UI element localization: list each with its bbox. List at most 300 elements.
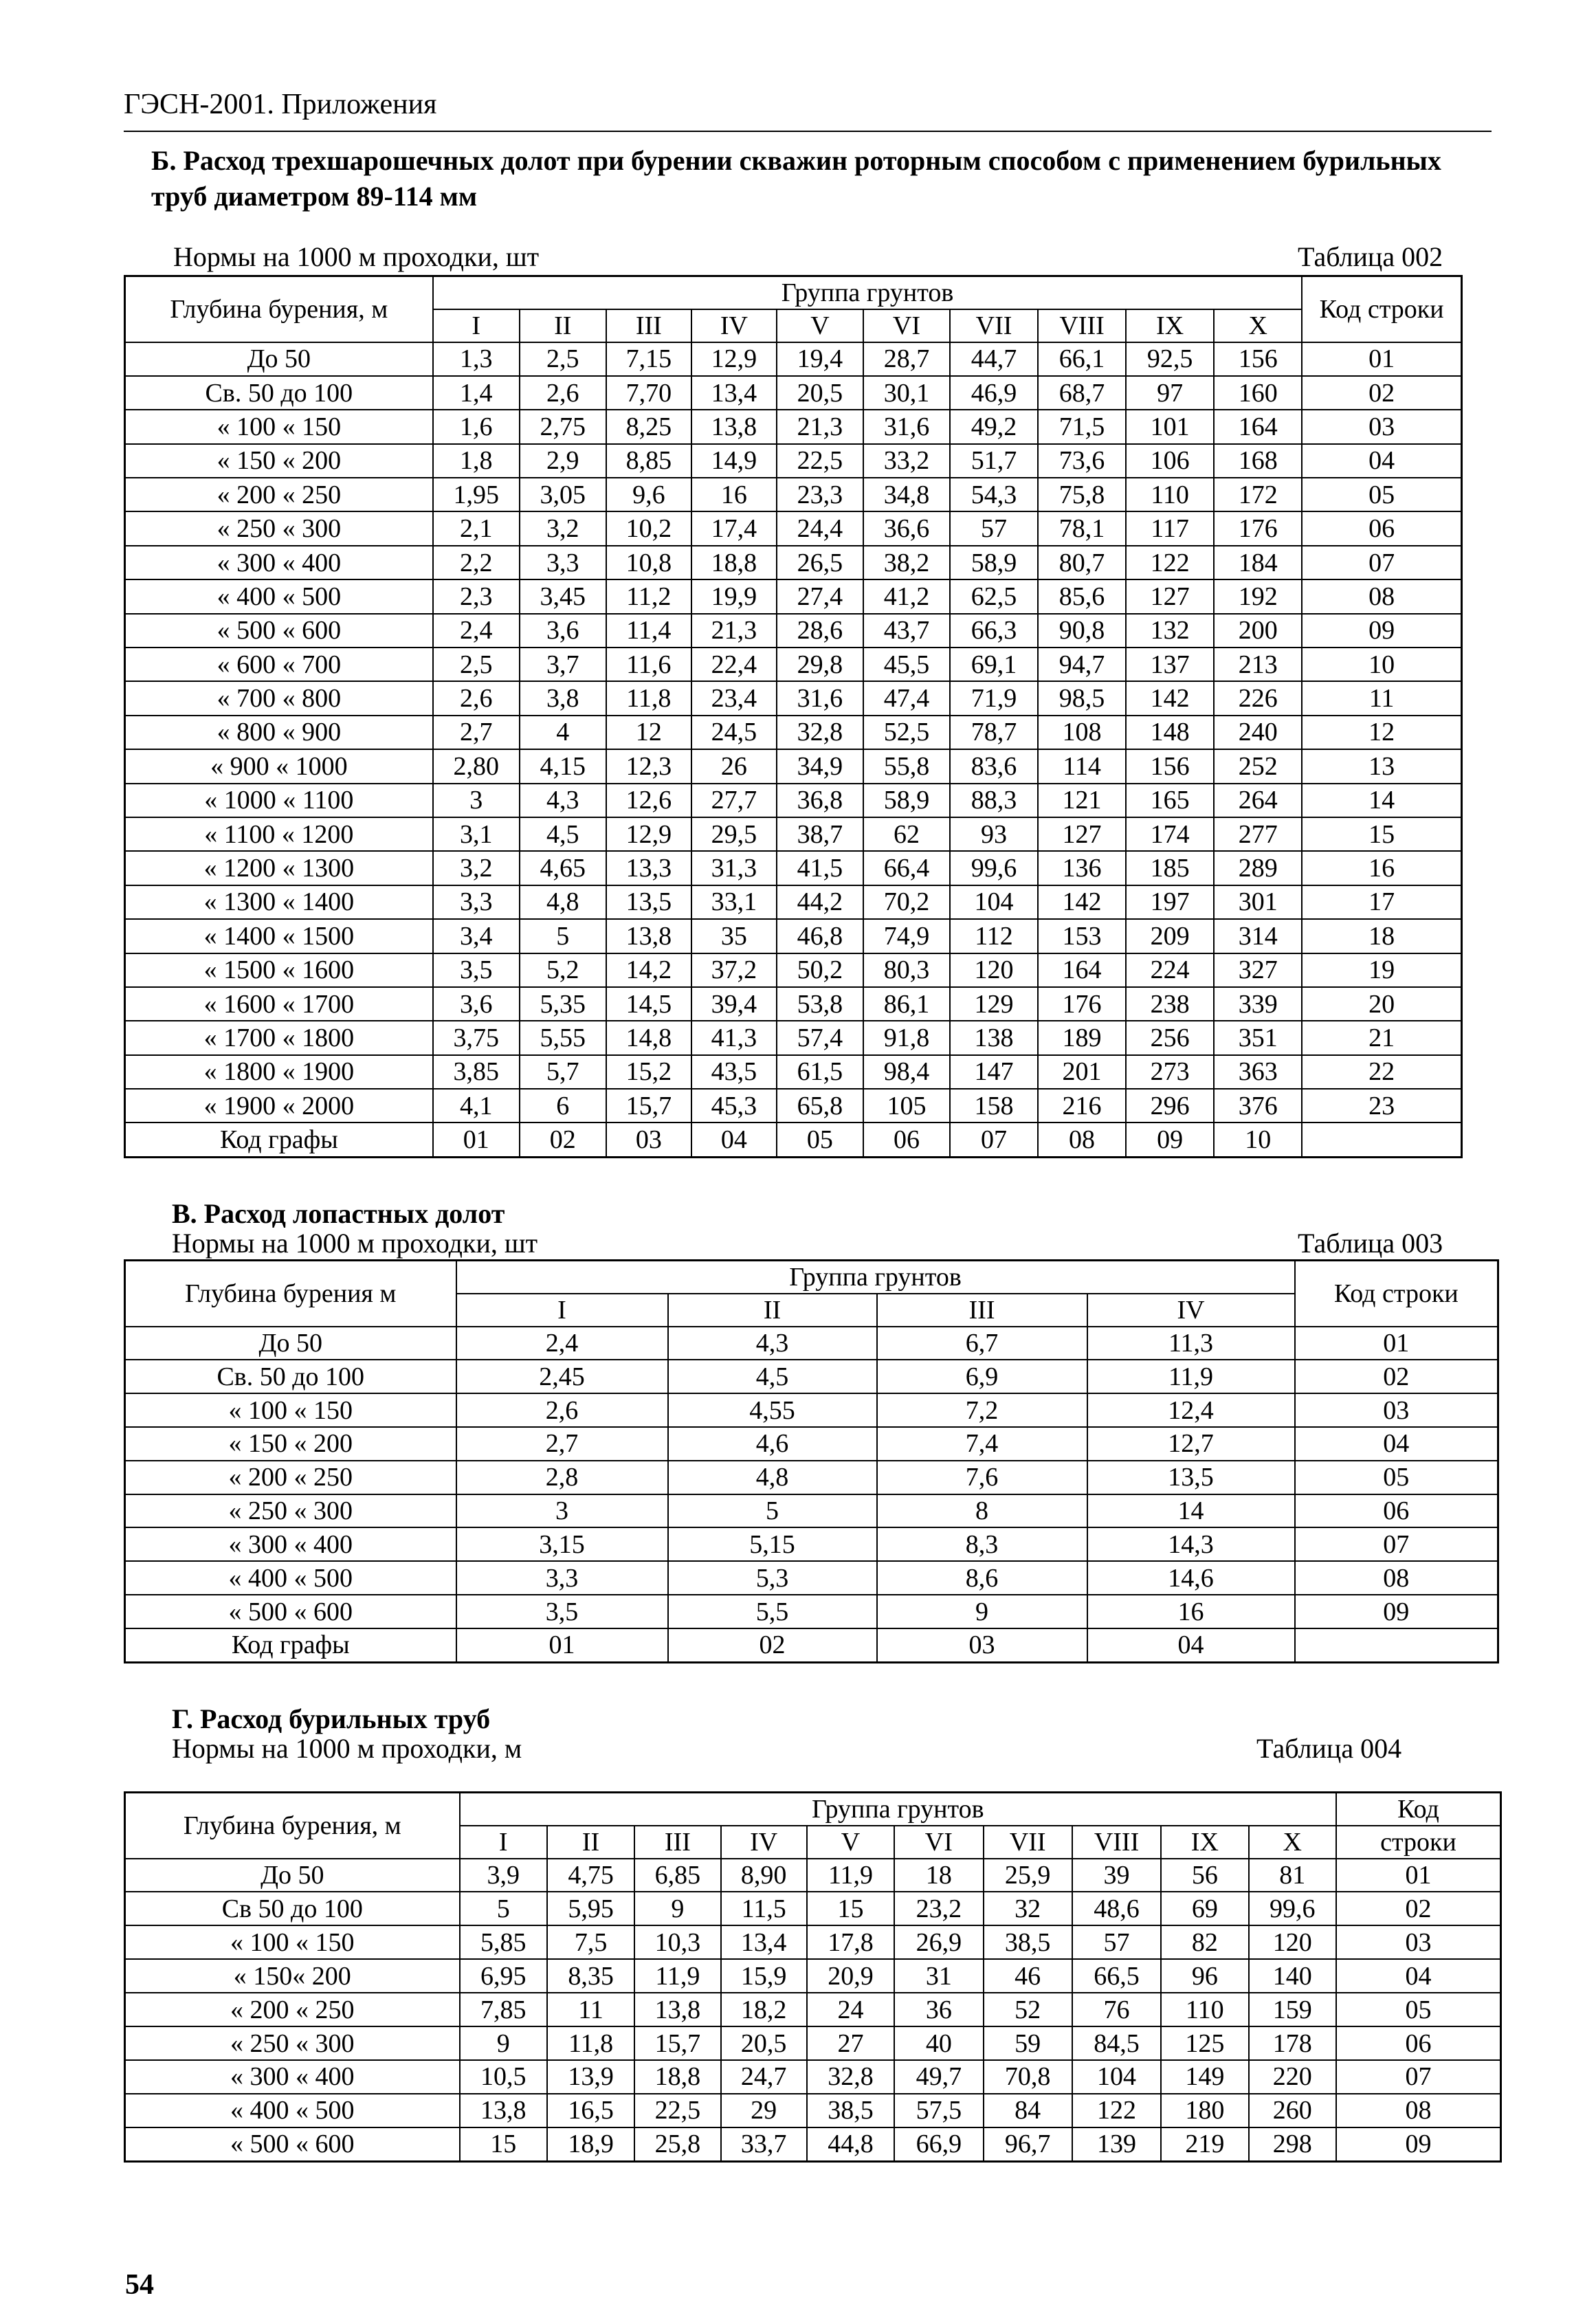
value-cell: 11,9 xyxy=(1087,1360,1295,1393)
value-cell: 3,4 xyxy=(433,919,520,953)
code-cell: 18 xyxy=(1302,919,1461,953)
value-cell: 45,3 xyxy=(691,1089,777,1123)
table-row xyxy=(125,511,1462,545)
value-cell: 3,6 xyxy=(433,987,520,1021)
value-cell: 96,7 xyxy=(984,2127,1072,2162)
table-row xyxy=(125,1925,1501,1959)
column-code-cell: 02 xyxy=(668,1628,877,1663)
code-cell: 08 xyxy=(1302,579,1461,613)
column-code-cell: 01 xyxy=(456,1628,668,1663)
value-cell: 34,9 xyxy=(777,749,863,783)
value-cell: 3,2 xyxy=(520,511,606,545)
depth-cell: « 500 « 600 xyxy=(125,1595,456,1628)
value-cell: 2,80 xyxy=(433,749,520,783)
group-col-header: V xyxy=(777,309,863,342)
depth-cell: До 50 xyxy=(125,1859,460,1892)
value-cell: 8,25 xyxy=(606,410,691,443)
value-cell: 99,6 xyxy=(950,851,1038,885)
value-cell: 7,2 xyxy=(877,1393,1087,1427)
value-cell: 1,8 xyxy=(433,444,520,478)
value-cell: 12,9 xyxy=(691,342,777,376)
value-cell: 69 xyxy=(1161,1892,1248,1925)
value-cell: 15 xyxy=(460,2127,547,2162)
group-col-header: IV xyxy=(691,309,777,342)
value-cell: 3,2 xyxy=(433,851,520,885)
code-header: Код xyxy=(1336,1793,1501,1826)
code-cell: 02 xyxy=(1302,376,1461,410)
value-cell: 38,5 xyxy=(807,2094,894,2127)
table-row xyxy=(125,851,1462,885)
value-cell: 82 xyxy=(1161,1925,1248,1959)
value-cell: 11 xyxy=(547,1993,634,2026)
value-cell: 4,8 xyxy=(668,1461,877,1494)
depth-cell: « 500 « 600 xyxy=(125,2127,460,2162)
value-cell: 219 xyxy=(1161,2127,1248,2162)
value-cell: 11,2 xyxy=(606,579,691,613)
depth-cell: « 800 « 900 xyxy=(125,716,433,749)
value-cell: 139 xyxy=(1072,2127,1161,2162)
depth-cell: « 1200 « 1300 xyxy=(125,851,433,885)
table-row xyxy=(125,919,1462,953)
value-cell: 36,8 xyxy=(777,784,863,817)
table-row xyxy=(125,546,1462,579)
code-cell: 10 xyxy=(1302,648,1461,681)
value-cell: 3,1 xyxy=(433,817,520,851)
value-cell: 10,2 xyxy=(606,511,691,545)
value-cell: 3,8 xyxy=(520,681,606,715)
group-header: Группа грунтов xyxy=(433,276,1303,309)
value-cell: 29 xyxy=(721,2094,807,2127)
value-cell: 5,2 xyxy=(520,953,606,987)
code-header: Код строки xyxy=(1295,1261,1498,1327)
value-cell: 78,7 xyxy=(950,716,1038,749)
value-cell: 2,75 xyxy=(520,410,606,443)
value-cell: 252 xyxy=(1214,749,1302,783)
group-col-header: IV xyxy=(1087,1294,1295,1327)
value-cell: 4,65 xyxy=(520,851,606,885)
value-cell: 71,5 xyxy=(1038,410,1126,443)
table-row xyxy=(125,2127,1501,2162)
value-cell: 197 xyxy=(1126,885,1214,919)
value-cell: 29,8 xyxy=(777,648,863,681)
table-row xyxy=(125,784,1462,817)
code-cell: 11 xyxy=(1302,681,1461,715)
code-cell: 03 xyxy=(1302,410,1461,443)
value-cell: 44,7 xyxy=(950,342,1038,376)
value-cell: 49,2 xyxy=(950,410,1038,443)
value-cell: 45,5 xyxy=(863,648,950,681)
table-row xyxy=(125,1393,1498,1427)
table-row xyxy=(125,2094,1501,2127)
column-code-cell: 02 xyxy=(520,1123,606,1157)
value-cell: 121 xyxy=(1038,784,1126,817)
value-cell: 73,6 xyxy=(1038,444,1126,478)
depth-cell: Св. 50 до 100 xyxy=(125,376,433,410)
table-row xyxy=(125,648,1462,681)
table-row xyxy=(125,1959,1501,1993)
value-cell: 32 xyxy=(984,1892,1072,1925)
value-cell: 226 xyxy=(1214,681,1302,715)
group-col-header: IX xyxy=(1161,1826,1248,1859)
value-cell: 7,15 xyxy=(606,342,691,376)
code-cell: 01 xyxy=(1295,1327,1498,1360)
table-002 xyxy=(124,275,1463,1158)
code-cell: 12 xyxy=(1302,716,1461,749)
value-cell: 66,3 xyxy=(950,614,1038,648)
value-cell: 104 xyxy=(1072,2060,1161,2094)
value-cell: 22,5 xyxy=(634,2094,720,2127)
value-cell: 2,4 xyxy=(433,614,520,648)
value-cell: 122 xyxy=(1072,2094,1161,2127)
value-cell: 57 xyxy=(950,511,1038,545)
depth-cell: « 300 « 400 xyxy=(125,2060,460,2094)
value-cell: 8 xyxy=(877,1494,1087,1528)
value-cell: 15,9 xyxy=(721,1959,807,1993)
depth-cell: « 1400 « 1500 xyxy=(125,919,433,953)
value-cell: 201 xyxy=(1038,1055,1126,1089)
value-cell: 7,5 xyxy=(547,1925,634,1959)
value-cell: 3,3 xyxy=(456,1561,668,1595)
code-cell: 07 xyxy=(1336,2060,1501,2094)
value-cell: 298 xyxy=(1249,2127,1336,2162)
group-col-header: II xyxy=(547,1826,634,1859)
value-cell: 33,2 xyxy=(863,444,950,478)
value-cell: 10,8 xyxy=(606,546,691,579)
value-cell: 314 xyxy=(1214,919,1302,953)
value-cell: 31,6 xyxy=(777,681,863,715)
value-cell: 129 xyxy=(950,987,1038,1021)
value-cell: 11,5 xyxy=(721,1892,807,1925)
value-cell: 38,5 xyxy=(984,1925,1072,1959)
value-cell: 14,5 xyxy=(606,987,691,1021)
depth-cell: Св 50 до 100 xyxy=(125,1892,460,1925)
value-cell: 13,4 xyxy=(721,1925,807,1959)
depth-cell: « 300 « 400 xyxy=(125,546,433,579)
code-cell: 05 xyxy=(1295,1461,1498,1494)
table-003 xyxy=(124,1259,1499,1663)
group-col-header: VIII xyxy=(1072,1826,1161,1859)
value-cell: 140 xyxy=(1249,1959,1336,1993)
value-cell: 11,9 xyxy=(634,1959,720,1993)
value-cell: 20,9 xyxy=(807,1959,894,1993)
value-cell: 165 xyxy=(1126,784,1214,817)
table-row xyxy=(125,681,1462,715)
value-cell: 7,6 xyxy=(877,1461,1087,1494)
code-cell: 04 xyxy=(1336,1959,1501,1993)
group-col-header: VI xyxy=(894,1826,983,1859)
code-cell: 16 xyxy=(1302,851,1461,885)
value-cell: 132 xyxy=(1126,614,1214,648)
value-cell: 5 xyxy=(668,1494,877,1528)
depth-cell: « 150« 200 xyxy=(125,1959,460,1993)
value-cell: 7,70 xyxy=(606,376,691,410)
value-cell: 41,2 xyxy=(863,579,950,613)
group-col-header: II xyxy=(520,309,606,342)
column-code-row xyxy=(125,1123,1462,1157)
value-cell: 6 xyxy=(520,1089,606,1123)
value-cell: 17,8 xyxy=(807,1925,894,1959)
value-cell: 8,6 xyxy=(877,1561,1087,1595)
value-cell: 21,3 xyxy=(691,614,777,648)
value-cell: 13,8 xyxy=(691,410,777,443)
value-cell: 62,5 xyxy=(950,579,1038,613)
value-cell: 91,8 xyxy=(863,1021,950,1054)
value-cell: 98,4 xyxy=(863,1055,950,1089)
value-cell: 34,8 xyxy=(863,478,950,511)
value-cell: 5,3 xyxy=(668,1561,877,1595)
value-cell: 1,3 xyxy=(433,342,520,376)
value-cell: 224 xyxy=(1126,953,1214,987)
value-cell: 2,6 xyxy=(520,376,606,410)
value-cell: 56 xyxy=(1161,1859,1248,1892)
value-cell: 104 xyxy=(950,885,1038,919)
value-cell: 172 xyxy=(1214,478,1302,511)
value-cell: 16 xyxy=(691,478,777,511)
table-row xyxy=(125,410,1462,443)
table-row xyxy=(125,1494,1498,1528)
value-cell: 84,5 xyxy=(1072,2026,1161,2060)
value-cell: 5,5 xyxy=(668,1595,877,1628)
value-cell: 20,5 xyxy=(777,376,863,410)
value-cell: 32,8 xyxy=(777,716,863,749)
value-cell: 11,9 xyxy=(807,1859,894,1892)
table-row xyxy=(125,953,1462,987)
value-cell: 70,2 xyxy=(863,885,950,919)
value-cell: 137 xyxy=(1126,648,1214,681)
value-cell: 48,6 xyxy=(1072,1892,1161,1925)
code-cell: 13 xyxy=(1302,749,1461,783)
value-cell: 2,4 xyxy=(456,1327,668,1360)
value-cell: 24,4 xyxy=(777,511,863,545)
code-cell: 03 xyxy=(1295,1393,1498,1427)
value-cell: 3,6 xyxy=(520,614,606,648)
group-header: Группа грунтов xyxy=(460,1793,1336,1826)
depth-cell: « 100 « 150 xyxy=(125,1925,460,1959)
group-col-header: I xyxy=(433,309,520,342)
value-cell: 289 xyxy=(1214,851,1302,885)
value-cell: 176 xyxy=(1038,987,1126,1021)
value-cell: 40 xyxy=(894,2026,983,2060)
value-cell: 125 xyxy=(1161,2026,1248,2060)
value-cell: 9 xyxy=(634,1892,720,1925)
depth-cell: « 250 « 300 xyxy=(125,511,433,545)
value-cell: 13,4 xyxy=(691,376,777,410)
depth-cell: « 150 « 200 xyxy=(125,1427,456,1461)
value-cell: 36 xyxy=(894,1993,983,2026)
depth-header: Глубина бурения, м xyxy=(125,276,433,342)
value-cell: 98,5 xyxy=(1038,681,1126,715)
value-cell: 3,15 xyxy=(456,1527,668,1561)
value-cell: 2,5 xyxy=(520,342,606,376)
column-code-cell: 07 xyxy=(950,1123,1038,1157)
value-cell: 10,3 xyxy=(634,1925,720,1959)
column-code-cell: 03 xyxy=(877,1628,1087,1663)
value-cell: 117 xyxy=(1126,511,1214,545)
column-code-empty xyxy=(1295,1628,1498,1663)
value-cell: 148 xyxy=(1126,716,1214,749)
value-cell: 11,8 xyxy=(606,681,691,715)
value-cell: 96 xyxy=(1161,1959,1248,1993)
value-cell: 33,1 xyxy=(691,885,777,919)
value-cell: 83,6 xyxy=(950,749,1038,783)
value-cell: 33,7 xyxy=(721,2127,807,2162)
value-cell: 13,5 xyxy=(1087,1461,1295,1494)
value-cell: 51,7 xyxy=(950,444,1038,478)
code-cell: 04 xyxy=(1295,1427,1498,1461)
value-cell: 105 xyxy=(863,1089,950,1123)
section-g-title: Г. Расход бурильных труб xyxy=(172,1703,491,1734)
value-cell: 20,5 xyxy=(721,2026,807,2060)
code-cell: 07 xyxy=(1302,546,1461,579)
value-cell: 158 xyxy=(950,1089,1038,1123)
code-cell: 01 xyxy=(1302,342,1461,376)
column-code-cell: 10 xyxy=(1214,1123,1302,1157)
group-col-header: VII xyxy=(950,309,1038,342)
value-cell: 19,9 xyxy=(691,579,777,613)
value-cell: 176 xyxy=(1214,511,1302,545)
value-cell: 5 xyxy=(460,1892,547,1925)
value-cell: 27,4 xyxy=(777,579,863,613)
value-cell: 70,8 xyxy=(984,2060,1072,2094)
value-cell: 277 xyxy=(1214,817,1302,851)
value-cell: 4,3 xyxy=(668,1327,877,1360)
value-cell: 74,9 xyxy=(863,919,950,953)
value-cell: 156 xyxy=(1214,342,1302,376)
value-cell: 54,3 xyxy=(950,478,1038,511)
depth-cell: « 1800 « 1900 xyxy=(125,1055,433,1089)
value-cell: 174 xyxy=(1126,817,1214,851)
table-row xyxy=(125,1021,1462,1054)
value-cell: 66,4 xyxy=(863,851,950,885)
value-cell: 3 xyxy=(456,1494,668,1528)
depth-cell: « 1600 « 1700 xyxy=(125,987,433,1021)
depth-cell: « 250 « 300 xyxy=(125,1494,456,1528)
value-cell: 19,4 xyxy=(777,342,863,376)
value-cell: 14,8 xyxy=(606,1021,691,1054)
value-cell: 69,1 xyxy=(950,648,1038,681)
group-header: Группа грунтов xyxy=(456,1261,1295,1294)
value-cell: 1,95 xyxy=(433,478,520,511)
value-cell: 50,2 xyxy=(777,953,863,987)
depth-cell: Св. 50 до 100 xyxy=(125,1360,456,1393)
value-cell: 4,55 xyxy=(668,1393,877,1427)
value-cell: 58,9 xyxy=(863,784,950,817)
value-cell: 22,4 xyxy=(691,648,777,681)
value-cell: 12,4 xyxy=(1087,1393,1295,1427)
value-cell: 31 xyxy=(894,1959,983,1993)
group-col-header: IX xyxy=(1126,309,1214,342)
value-cell: 26 xyxy=(691,749,777,783)
group-col-header: III xyxy=(877,1294,1087,1327)
depth-cell: « 900 « 1000 xyxy=(125,749,433,783)
table-row xyxy=(125,1892,1501,1925)
value-cell: 52 xyxy=(984,1993,1072,2026)
value-cell: 351 xyxy=(1214,1021,1302,1054)
code-cell: 04 xyxy=(1302,444,1461,478)
value-cell: 5,15 xyxy=(668,1527,877,1561)
code-cell: 09 xyxy=(1302,614,1461,648)
value-cell: 12,3 xyxy=(606,749,691,783)
table-row xyxy=(125,1055,1462,1089)
value-cell: 184 xyxy=(1214,546,1302,579)
value-cell: 2,6 xyxy=(433,681,520,715)
value-cell: 8,3 xyxy=(877,1527,1087,1561)
value-cell: 14,3 xyxy=(1087,1527,1295,1561)
value-cell: 4,5 xyxy=(668,1360,877,1393)
value-cell: 13,8 xyxy=(460,2094,547,2127)
code-cell: 19 xyxy=(1302,953,1461,987)
table-row xyxy=(125,376,1462,410)
value-cell: 2,45 xyxy=(456,1360,668,1393)
value-cell: 106 xyxy=(1126,444,1214,478)
depth-cell: « 600 « 700 xyxy=(125,648,433,681)
value-cell: 189 xyxy=(1038,1021,1126,1054)
depth-cell: « 1000 « 1100 xyxy=(125,784,433,817)
code-cell: 22 xyxy=(1302,1055,1461,1089)
depth-cell: « 100 « 150 xyxy=(125,1393,456,1427)
value-cell: 44,2 xyxy=(777,885,863,919)
value-cell: 88,3 xyxy=(950,784,1038,817)
value-cell: 53,8 xyxy=(777,987,863,1021)
value-cell: 61,5 xyxy=(777,1055,863,1089)
value-cell: 26,5 xyxy=(777,546,863,579)
value-cell: 6,95 xyxy=(460,1959,547,1993)
code-cell: 09 xyxy=(1336,2127,1501,2162)
value-cell: 14,6 xyxy=(1087,1561,1295,1595)
value-cell: 52,5 xyxy=(863,716,950,749)
value-cell: 3,7 xyxy=(520,648,606,681)
value-cell: 164 xyxy=(1214,410,1302,443)
group-col-header: III xyxy=(606,309,691,342)
depth-cell: До 50 xyxy=(125,342,433,376)
depth-cell: « 1900 « 2000 xyxy=(125,1089,433,1123)
value-cell: 5 xyxy=(520,919,606,953)
value-cell: 153 xyxy=(1038,919,1126,953)
value-cell: 3,05 xyxy=(520,478,606,511)
depth-cell: « 500 « 600 xyxy=(125,614,433,648)
value-cell: 57,5 xyxy=(894,2094,983,2127)
value-cell: 16 xyxy=(1087,1595,1295,1628)
table-row xyxy=(125,1360,1498,1393)
value-cell: 5,95 xyxy=(547,1892,634,1925)
value-cell: 2,1 xyxy=(433,511,520,545)
table-row xyxy=(125,885,1462,919)
group-col-header: III xyxy=(634,1826,720,1859)
column-code-cell: 01 xyxy=(433,1123,520,1157)
value-cell: 23,4 xyxy=(691,681,777,715)
value-cell: 99,6 xyxy=(1249,1892,1336,1925)
value-cell: 142 xyxy=(1126,681,1214,715)
value-cell: 4 xyxy=(520,716,606,749)
value-cell: 13,8 xyxy=(634,1993,720,2026)
table-row xyxy=(125,1461,1498,1494)
depth-cell: « 400 « 500 xyxy=(125,2094,460,2127)
group-col-header: II xyxy=(668,1294,877,1327)
value-cell: 46,9 xyxy=(950,376,1038,410)
value-cell: 38,7 xyxy=(777,817,863,851)
header-rule xyxy=(124,131,1492,132)
value-cell: 363 xyxy=(1214,1055,1302,1089)
column-code-cell: 06 xyxy=(863,1123,950,1157)
value-cell: 66,5 xyxy=(1072,1959,1161,1993)
value-cell: 3 xyxy=(433,784,520,817)
group-col-header: X xyxy=(1214,309,1302,342)
value-cell: 15 xyxy=(807,1892,894,1925)
value-cell: 178 xyxy=(1249,2026,1336,2060)
depth-cell: « 250 « 300 xyxy=(125,2026,460,2060)
value-cell: 14 xyxy=(1087,1494,1295,1528)
section-v-norms: Нормы на 1000 м проходки, шт xyxy=(172,1228,538,1259)
